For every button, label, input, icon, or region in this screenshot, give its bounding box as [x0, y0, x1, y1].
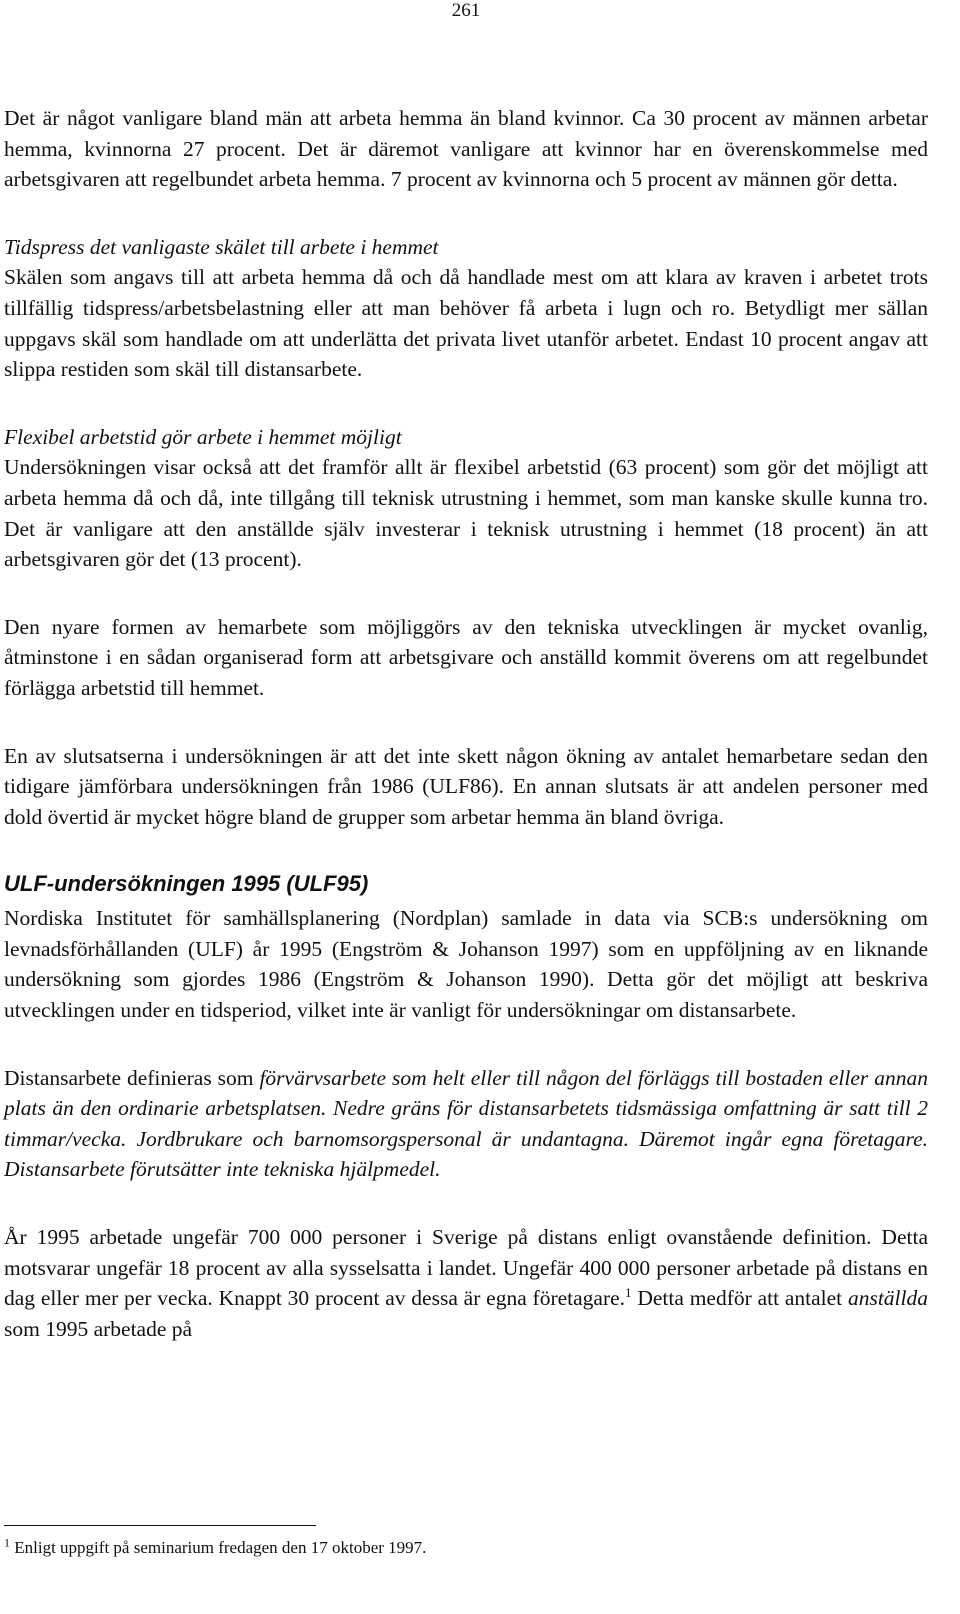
definition-italic-text: förvärvsarbete som helt eller till någon del förläggs till bostaden eller annan plats än den ordinarie arbetsplatsen. Nedre gräns för distansarbetets tidsmässiga omfattning är satt till 2 timmar/vecka. Jordbrukare och barnomsorgspersonal är undantagna. Däremot ingår egna företagare. Distansarbete förutsätter inte tekniska hjälpmedel. — [4, 1065, 928, 1182]
footnote-mark: 1 — [4, 1535, 10, 1550]
subheading-flexible-hours: Flexibel arbetstid gör arbete i hemmet möjligt — [4, 424, 402, 449]
definition-intro: Distansarbete definieras som — [4, 1065, 260, 1090]
paragraph-flexible-hours: Undersökningen visar också att det framför allt är flexibel arbetstid (63 procent) som gör det möjligt att arbeta hemma då och då, inte tillgång till teknisk utrustning i hemmet, som man kanske skulle kunna tro. Det är vanligare att den anställde själv investerar i teknisk utrustning i hemmet (18 procent) än att arbetsgivaren gör det (13 procent). — [4, 455, 928, 572]
figures-text-c: som 1995 arbetade på — [4, 1316, 193, 1341]
footnote-text: Enligt uppgift på seminarium fredagen den 17 oktober 1997. — [10, 1538, 427, 1557]
paragraph-definition — [4, 1063, 928, 1185]
paragraph-reasons: Skälen som angavs till att arbeta hemma då och då handlade mest om att klara av kraven i arbetet trots tillfällig tidspress/arbetsbelastning eller att man behöver få arbeta i lugn och ro. Betydligt mer sällan uppgavs skäl som handlade om att underlätta det privata livet utanför arbetet. Endast 10 procent angav att slippa restiden som skäl till distansarbete. — [4, 265, 928, 382]
paragraph-gender-difference: Det är något vanligare bland män att arbeta hemma än bland kvinnor. Ca 30 procent av männen arbetar hemma, kvinnorna 27 procent. Det är däremot vanligare att kvinnor har en överenskommelse med arbetsgivaren att regelbundet arbeta hemma. 7 procent av kvinnorna och 5 procent av männen gör detta. — [4, 106, 928, 192]
figures-text-b: Detta medför att antalet — [631, 1286, 848, 1311]
paragraph-1995-figures — [4, 1222, 928, 1344]
figures-text-a: År 1995 arbetade ungefär 700 000 personer i Sverige på distans enligt ovanstående definition. Detta motsvarar ungefär 18 procent av alla sysselsatta i landet. Ungefär 400 000 personer arbetade på distans en dag eller mer per vecka. Knappt 30 procent av dessa är egna företagare. — [4, 1225, 928, 1311]
subheading-time-pressure: Tidspress det vanligaste skälet till arbete i hemmet — [4, 234, 439, 259]
footnote-divider — [4, 1525, 316, 1526]
page-body — [4, 103, 928, 1381]
paragraph-conclusions: En av slutsatserna i undersökningen är att det inte skett någon ökning av antalet hemarbetare sedan den tidigare jämförbara undersökningen från 1986 (ULF86). En annan slutsats är att andelen personer med dold övertid är mycket högre bland de grupper som arbetar hemma än bland övriga. — [4, 743, 928, 829]
paragraph-nordplan: Nordiska Institutet för samhällsplanering (Nordplan) samlade in data via SCB:s undersökning om levnadsförhållanden (ULF) år 1995 (Engström & Johanson 1997) som en uppföljning av en liknande undersökning som gjordes 1986 (Engström & Johanson 1990). Detta gör det möjligt att beskriva utvecklingen under en tidsperiod, vilket inte är vanligt för undersökningar om distansarbete. — [4, 906, 928, 1023]
section-heading-ulf95: ULF-undersökningen 1995 (ULF95) — [4, 871, 369, 897]
footnote — [4, 1535, 426, 1561]
footnote-reference[interactable]: 1 — [625, 1285, 632, 1301]
paragraph-new-form: Den nyare formen av hemarbete som möjliggörs av den tekniska utvecklingen är mycket ovanlig, åtminstone i en sådan organiserad form att arbetsgivare och anställd kommit överens om att regelbundet förlägga arbetstid till hemmet. — [4, 614, 928, 700]
page-number: 261 — [451, 0, 481, 21]
figures-italic-word: anställda — [847, 1286, 928, 1311]
